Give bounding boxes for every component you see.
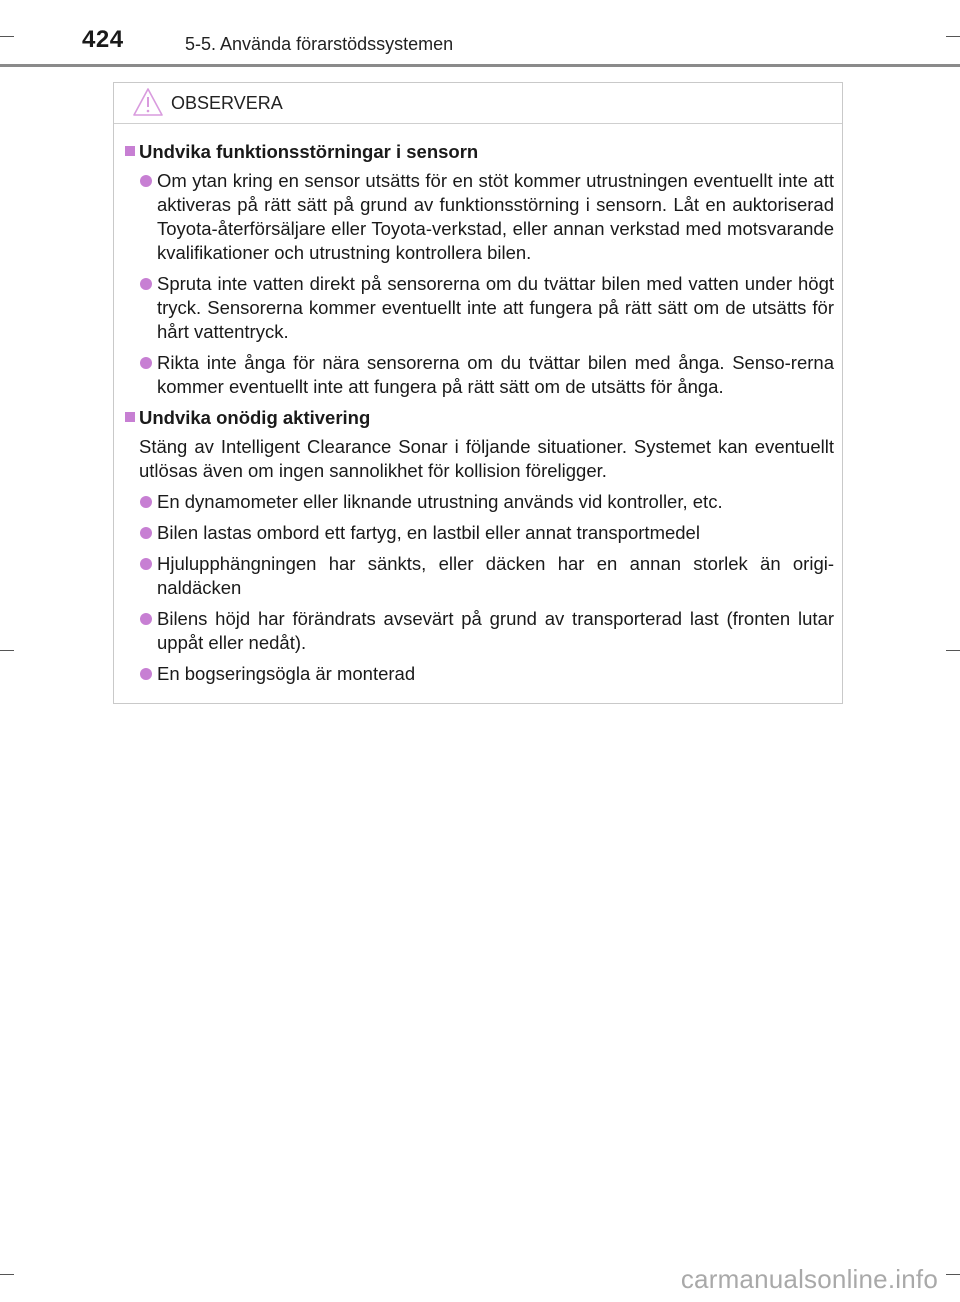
round-bullet-icon [140,496,152,508]
list-item [124,552,834,600]
round-bullet-icon [140,558,152,570]
list-item-text: Bilens höjd har förändrats avsevärt på grund av transporterad last (fronten lutar uppåt eller nedåt). [157,608,834,653]
header-divider [0,64,960,67]
square-bullet-icon [125,146,135,156]
list-item [124,662,834,686]
list-item-text: Bilen lastas ombord ett fartyg, en lastbil eller annat transportmedel [157,522,700,543]
list-item [124,351,834,399]
page-number: 424 [82,26,124,53]
heading-text: Undvika onödig aktivering [139,407,371,428]
crop-mark [946,650,960,651]
list-item [124,169,834,265]
round-bullet-icon [140,175,152,187]
heading-text: Undvika funktionsstörningar i sensorn [139,141,479,162]
caution-header [114,83,842,124]
round-bullet-icon [140,357,152,369]
list-item [124,607,834,655]
crop-mark [946,1274,960,1275]
caution-label: OBSERVERA [171,93,283,113]
list-item [124,490,834,514]
section-intro: Stäng av Intelligent Clearance Sonar i följande situationer. Systemet kan eventuellt utlösas även om ingen sannolikhet för kollision föreligger. [139,436,834,481]
round-bullet-icon [140,668,152,680]
watermark: carmanualsonline.info [680,1264,938,1294]
caution-box [113,82,843,704]
list-item-text: Hjulupphängningen har sänkts, eller däcken har en annan storlek än origi-naldäcken [157,553,834,598]
round-bullet-icon [140,527,152,539]
list-item-text: Om ytan kring en sensor utsätts för en stöt kommer utrustningen eventuellt inte att aktiveras på rätt sätt på grund av funktionsstörning i sensorn. Låt en auktoriserad Toyota-återförsäljare eller Toyota-verkstad, eller annan verkstad med motsvarande kvalifikationer och utrustning kontrollera bilen. [157,170,834,263]
round-bullet-icon [140,613,152,625]
list-item-text: Rikta inte ånga för nära sensorerna om du tvättar bilen med ånga. Senso-rerna kommer eventuellt inte att fungera på rätt sätt om de utsätts för ånga. [157,352,834,397]
caution-body [114,124,842,686]
square-bullet-icon [125,412,135,422]
warning-triangle-icon [132,87,164,117]
section-heading [124,406,834,430]
section-title: 5-5. Använda förarstödssystemen [185,34,454,54]
list-item-text: Spruta inte vatten direkt på sensorerna om du tvättar bilen med vatten under högt tryck. Sensorerna kommer eventuellt inte att fungera på rätt sätt om de utsätts för hårt vattentryck. [157,273,834,342]
section-heading [124,140,834,164]
crop-mark [0,1274,14,1275]
list-item [124,521,834,545]
page-header [0,0,960,70]
list-item-text: En bogseringsögla är monterad [157,663,416,684]
round-bullet-icon [140,278,152,290]
list-item-text: En dynamometer eller liknande utrustning används vid kontroller, etc. [157,491,723,512]
list-item [124,272,834,344]
crop-mark [0,650,14,651]
